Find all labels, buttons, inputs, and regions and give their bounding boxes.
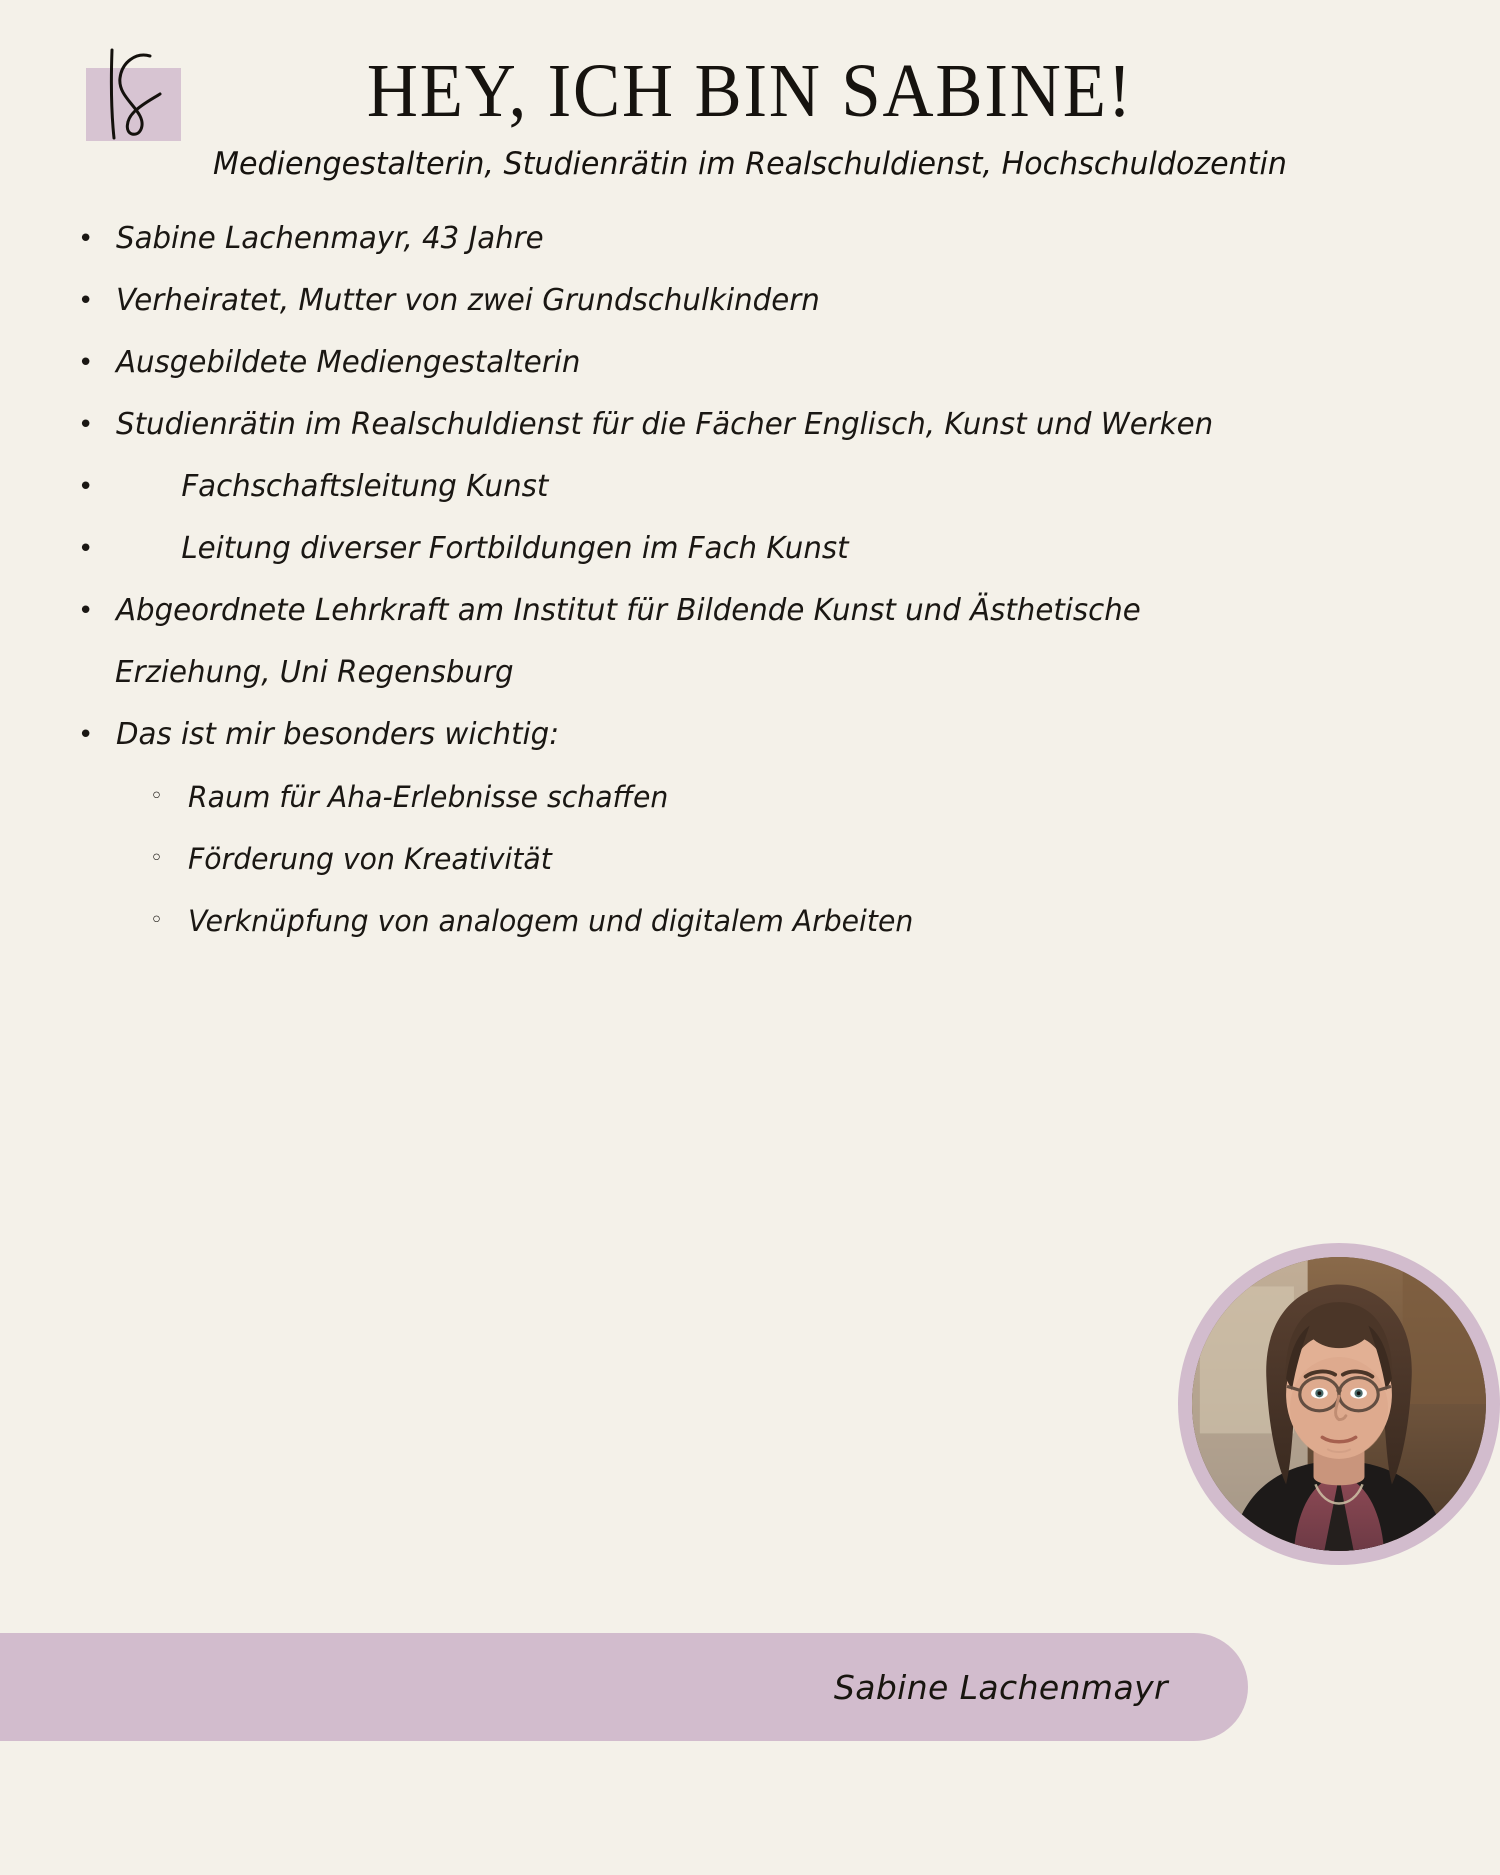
list-item-label: Studienrätin im Realschuldienst für die Fächer Englisch, Kunst und Werken bbox=[116, 407, 1214, 442]
bullet-icon: • bbox=[78, 596, 94, 626]
bullet-icon: • bbox=[78, 224, 94, 254]
footer-signature: Sabine Lachenmayr bbox=[833, 1667, 1168, 1707]
list-item bbox=[78, 332, 1430, 394]
hollow-bullet-icon: ◦ bbox=[150, 846, 163, 871]
list-item-label: Verheiratet, Mutter von zwei Grundschulkindern bbox=[116, 283, 820, 318]
sub-list-item-label: Verknüpfung von analogem und digitalem Arbeiten bbox=[188, 904, 914, 938]
bullet-icon: • bbox=[78, 348, 94, 378]
list-item bbox=[78, 394, 1430, 456]
list-item-label: Fachschaftsleitung Kunst bbox=[181, 469, 549, 504]
list-item bbox=[78, 456, 1430, 518]
list-item-label: Abgeordnete Lehrkraft am Institut für Bildende Kunst und Ästhetische bbox=[116, 593, 1141, 628]
avatar bbox=[1178, 1243, 1500, 1565]
list-item-label: Leitung diverser Fortbildungen im Fach Kunst bbox=[181, 531, 849, 566]
sub-list-item-label: Raum für Aha-Erlebnisse schaffen bbox=[188, 780, 669, 814]
list-item bbox=[78, 270, 1430, 332]
bullet-icon: • bbox=[78, 534, 94, 564]
list-item-label: Das ist mir besonders wichtig: bbox=[116, 717, 560, 752]
list-item bbox=[78, 580, 1430, 642]
page-title: HEY, ICH BIN SABINE! bbox=[366, 49, 1134, 133]
list-item bbox=[78, 518, 1430, 580]
list-item-label: Sabine Lachenmayr, 43 Jahre bbox=[116, 221, 544, 256]
bullet-icon: • bbox=[78, 286, 94, 316]
list-item-label: Ausgebildete Mediengestalterin bbox=[116, 345, 581, 380]
avatar-image bbox=[1192, 1257, 1486, 1551]
bullet-icon: • bbox=[78, 410, 94, 440]
sub-list-item bbox=[78, 828, 1430, 890]
sub-list-item bbox=[78, 766, 1430, 828]
list-item-continuation: Erziehung, Uni Regensburg bbox=[115, 655, 514, 690]
page-subtitle: Mediengestalterin, Studienrätin im Realschuldienst, Hochschuldozentin bbox=[213, 146, 1287, 182]
hollow-bullet-icon: ◦ bbox=[150, 908, 163, 933]
portrait-photo-icon bbox=[1192, 1257, 1486, 1551]
sub-list-item-label: Förderung von Kreativität bbox=[188, 842, 552, 876]
bullet-icon: • bbox=[78, 472, 94, 502]
list-item bbox=[78, 208, 1430, 270]
list-item bbox=[78, 704, 1430, 766]
sub-list-item bbox=[78, 890, 1430, 952]
bio-list bbox=[78, 208, 1430, 952]
bullet-icon: • bbox=[78, 720, 94, 750]
hollow-bullet-icon: ◦ bbox=[150, 784, 163, 809]
